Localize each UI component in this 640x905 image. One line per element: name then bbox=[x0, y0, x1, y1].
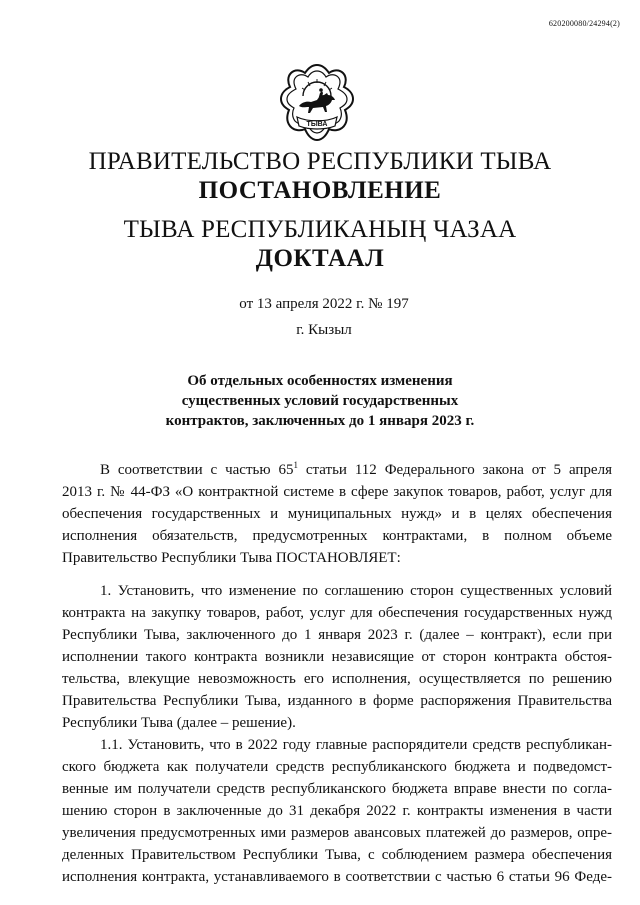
body-text: В соответствии с частью 65 bbox=[100, 462, 294, 478]
body-line: ского бюджета как получатели средств республиканского бюджета и подведомст- bbox=[62, 759, 612, 775]
body-text: статьи 112 Федерального закона от 5 апреля bbox=[297, 462, 612, 478]
subject-line: существенных условий государственных bbox=[181, 393, 459, 409]
body-line: 1. Установить, что изменение по соглашению сторон существенных условий bbox=[100, 583, 612, 599]
body-line: исполнении такого контракта возникли независящие от сторон контракта обстоя- bbox=[62, 649, 612, 665]
act-type-title: ПОСТАНОВЛЕНИЕ bbox=[198, 177, 442, 204]
body-line: деленных Правительством Республики Тыва, с соблюдением размера обеспечения bbox=[62, 847, 612, 863]
subject-line: контрактов, заключенных до 1 января 2023 г. bbox=[165, 413, 475, 429]
body-line: венные им получатели средств республиканского бюджета вправе внести по согла- bbox=[62, 781, 612, 797]
body-line: увеличения предусмотренных ими размеров авансовых платежей до размеров, опре- bbox=[62, 825, 612, 841]
body-line: 1.1. Установить, что в 2022 году главные распорядители средств республикан- bbox=[100, 737, 612, 753]
body-line bbox=[100, 462, 612, 479]
body-line: обеспечения государственных и муниципальных нужд» и в целях обеспечения bbox=[62, 506, 612, 522]
government-title: ПРАВИТЕЛЬСТВО РЕСПУБЛИКИ ТЫВА bbox=[88, 148, 552, 175]
document-subject bbox=[0, 371, 640, 431]
tuva-emblem-icon bbox=[277, 62, 357, 144]
body-line: Правительства Республики Тыва, изданного в форме распоряжения Правительства bbox=[62, 693, 612, 709]
city-line: г. Кызыл bbox=[296, 322, 352, 338]
emblem-banner-text: ТЫВА bbox=[306, 121, 328, 128]
body-line: шению сторон в заключенные до 31 декабря 2022 г. контракты изменения в части bbox=[62, 803, 612, 819]
body-line: исполнения обязательств, предусмотренных контрактами, в полном объеме bbox=[62, 528, 612, 544]
body-line: контракта на закупку товаров, работ, услуг для обеспечения государственных нужд bbox=[62, 605, 612, 621]
document-code: 620200080/24294(2) bbox=[548, 19, 620, 28]
government-title-tuvan: ТЫВА РЕСПУБЛИКАНЫҢ ЧАЗАА bbox=[123, 216, 517, 243]
body-line: тельства, влекущие невозможность его исполнения, осуществляется по решению bbox=[62, 671, 612, 687]
subject-line: Об отдельных особенностях изменения bbox=[187, 373, 453, 389]
body-line: Правительство Республики Тыва ПОСТАНОВЛЯЕТ: bbox=[62, 550, 401, 566]
body-line: Республики Тыва, заключенного до 1 января 2023 г. (далее – контракт), если при bbox=[62, 627, 612, 643]
date-number-line: от 13 апреля 2022 г. № 197 bbox=[239, 296, 409, 312]
body-line: 2013 г. № 44-ФЗ «О контрактной системе в сфере закупок товаров, работ, услуг для bbox=[62, 484, 612, 500]
superscript: 1 bbox=[293, 460, 298, 470]
body-line: Республики Тыва (далее – решение). bbox=[62, 715, 296, 731]
body-line: исполнения контракта, устанавливаемого в соответствии с частью 6 статьи 96 Феде- bbox=[62, 869, 612, 885]
act-type-title-tuvan: ДОКТААЛ bbox=[255, 245, 385, 272]
